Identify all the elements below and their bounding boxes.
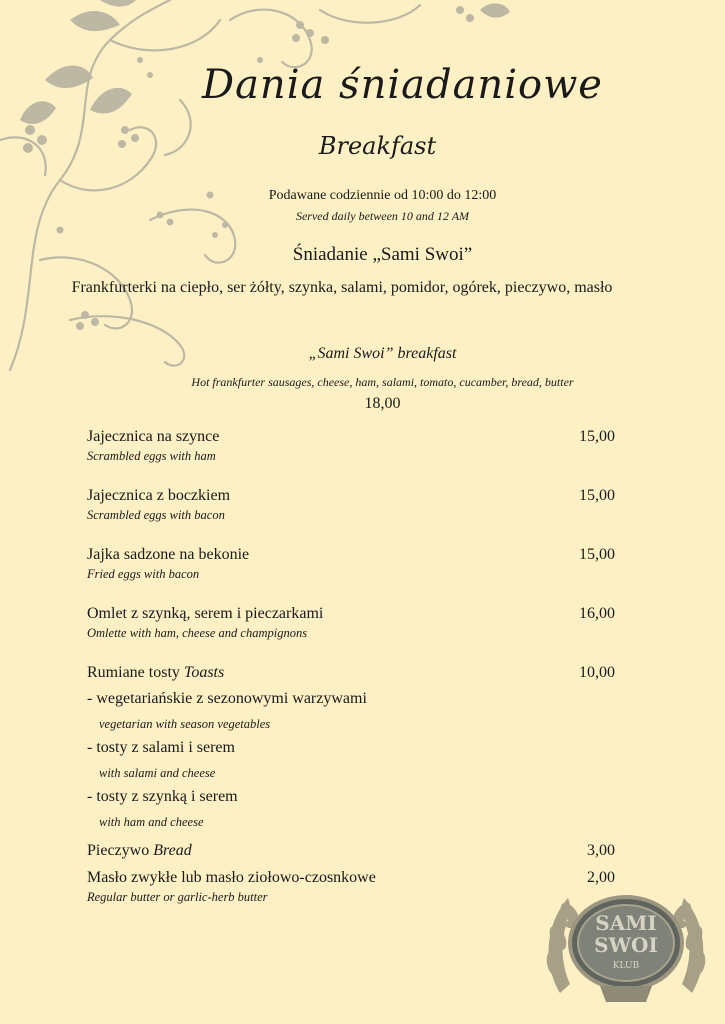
page-subtitle: Breakfast bbox=[318, 132, 437, 160]
toasts-item bbox=[87, 664, 615, 682]
toast-option-en: vegetarian with season vegetables bbox=[99, 717, 271, 731]
menu-item-name: Jajecznica z boczkiem bbox=[87, 487, 231, 504]
menu-item bbox=[87, 487, 615, 523]
toast-option-en: with salami and cheese bbox=[99, 766, 216, 780]
menu-item-price: 15,00 bbox=[579, 546, 615, 563]
toast-option: - tosty z szynką i serem bbox=[87, 788, 238, 805]
butter-name-en: Regular butter or garlic-herb butter bbox=[87, 890, 268, 904]
set-breakfast-price: 18,00 bbox=[364, 395, 401, 412]
toasts-name: Rumiane tosty bbox=[87, 664, 180, 681]
menu-item bbox=[87, 605, 615, 641]
page-title: Dania śniadaniowe bbox=[202, 62, 603, 108]
menu-item-price: 15,00 bbox=[579, 428, 615, 445]
set-breakfast-description: Frankfurterki na ciepło, ser żółty, szynka, salami, pomidor, ogórek, pieczywo, masło bbox=[71, 279, 613, 296]
logo-line1: SAMI bbox=[595, 911, 657, 935]
toasts-price: 10,00 bbox=[579, 664, 615, 681]
butter-item bbox=[87, 869, 615, 905]
menu-item bbox=[87, 428, 615, 464]
serving-hours-pl: Podawane codziennie od 10:00 do 12:00 bbox=[268, 188, 497, 203]
bread-name: Pieczywo bbox=[87, 842, 150, 859]
bread-name-en: Bread bbox=[153, 842, 192, 859]
butter-price: 2,00 bbox=[587, 869, 615, 886]
bread-price: 3,00 bbox=[587, 842, 615, 859]
menu-item-price: 16,00 bbox=[579, 605, 615, 622]
menu-item-name: Omlet z szynką, serem i pieczarkami bbox=[87, 605, 324, 622]
set-breakfast-description-en: Hot frankfurter sausages, cheese, ham, salami, tomato, cucamber, bread, butter bbox=[191, 375, 574, 389]
toast-option: - tosty z salami i serem bbox=[87, 739, 235, 756]
bread-name-line bbox=[87, 842, 615, 860]
toast-option-en: with ham and cheese bbox=[99, 815, 204, 829]
menu-item-name-en: Omlette with ham, cheese and champignons bbox=[87, 626, 308, 640]
menu-item-name-en: Scrambled eggs with bacon bbox=[87, 508, 225, 522]
menu-item-name: Jajecznica na szynce bbox=[87, 428, 220, 445]
sami-swoi-logo-icon bbox=[540, 878, 712, 1013]
bread-item bbox=[87, 842, 615, 860]
logo-line2: SWOI bbox=[594, 933, 658, 957]
toast-option: - wegetariańskie z sezonowymi warzywami bbox=[87, 690, 367, 707]
menu-item-name-en: Fried eggs with bacon bbox=[87, 567, 200, 581]
set-breakfast-title: Śniadanie „Sami Swoi” bbox=[292, 244, 473, 265]
butter-name: Masło zwykłe lub masło ziołowo-czosnkowe bbox=[87, 869, 376, 886]
menu-item bbox=[87, 546, 615, 582]
serving-hours-en: Served daily between 10 and 12 AM bbox=[295, 209, 470, 223]
menu-item-name: Jajka sadzone na bekonie bbox=[87, 546, 250, 563]
set-breakfast-title-en: „Sami Swoi” breakfast bbox=[308, 345, 457, 362]
menu-item-name-en: Scrambled eggs with ham bbox=[87, 449, 216, 463]
toasts-name-en: Toasts bbox=[183, 664, 225, 681]
logo-line3: KLUB bbox=[612, 961, 640, 971]
menu-item-price: 15,00 bbox=[579, 487, 615, 504]
toasts-name-line bbox=[87, 664, 615, 682]
